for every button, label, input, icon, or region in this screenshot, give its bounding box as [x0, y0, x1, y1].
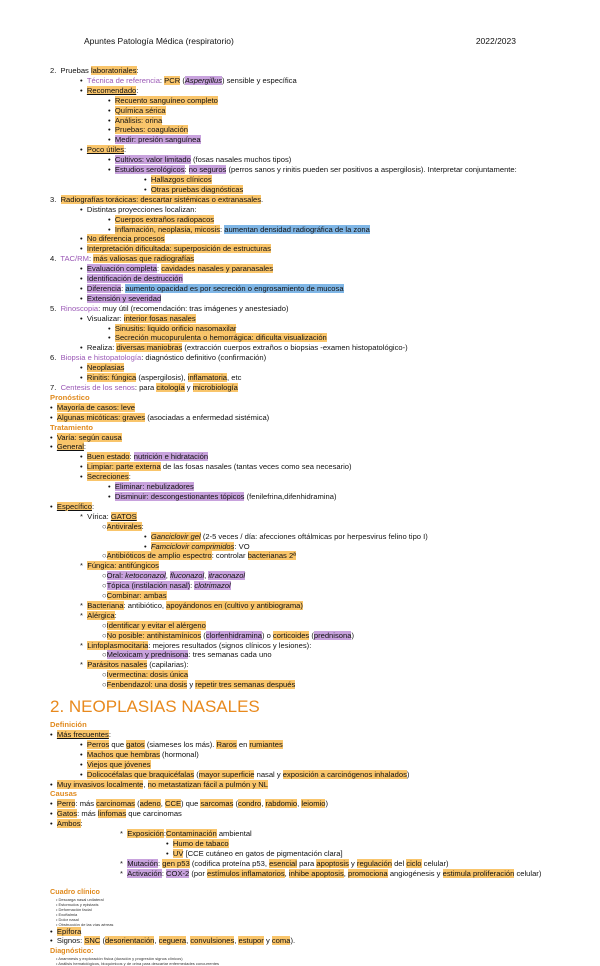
note-line: ○Antibióticos de amplio espectro: controlar bacterianas 2ª [102, 551, 296, 561]
note-line: • General: [50, 442, 87, 452]
note-line: * Exposición:Contaminación ambiental [120, 829, 252, 839]
note-line: 4. TAC/RM: más valiosas que radiografías [50, 254, 195, 264]
note-line: • Buen estado: nutrición e hidratación [80, 452, 209, 462]
note-line: ○Identificar y evitar el alérgeno [102, 620, 206, 630]
note-line: • Viejos que jóvenes [80, 759, 151, 769]
document-title: Apuntes Patología Médica (respiratorio) [84, 36, 234, 46]
note-line: ○Ivermectina: dosis única [102, 670, 189, 680]
note-line: • Específico: [50, 501, 95, 511]
note-line: • Limpiar: parte externa de las fosas nasales (tantas veces como sea necesario) [80, 462, 352, 472]
note-line: • Dolicocéfalas que braquicéfalas (mayor superficie nasal y exposición a carcinógenos inhalados) [80, 769, 410, 779]
note-line: • Cuerpos extraños radiopacos [108, 214, 215, 224]
note-line: • Análisis: orina [108, 115, 163, 125]
note-line: • No diferencia procesos [80, 234, 165, 244]
note-line: • Evaluación completa: cavidades nasales y paranasales [80, 264, 274, 274]
note-line: • Rinitis: fúngica (aspergilosis), inflamatoria, etc [80, 373, 242, 383]
note-line: * Alérgica: [80, 610, 117, 620]
note-line: ○Combinar: ambas [102, 591, 167, 601]
clinical-heading: Cuadro clínico [50, 886, 100, 896]
note-line: * Linfoplasmocitaria: mejores resultados (signos clínicos y lesiones): [80, 640, 312, 650]
note-line: • Algunas micóticas: graves (asociadas a enfermedad sistémica) [50, 412, 270, 422]
note-line: ○Oral: ketoconazol, fluconazol, itraconazol [102, 571, 246, 581]
note-line: • Mayoría de casos: leve [50, 402, 135, 412]
note-line: • Visualizar: interior fosas nasales [80, 313, 196, 323]
tiny-note-line: • Descarga nasal unilateral [56, 896, 104, 902]
note-line: • Ambos: [50, 819, 83, 829]
note-line: 5. Rinoscopia: muy útil (recomendación: tras imágenes y anestesiado) [50, 303, 289, 313]
note-line: • Signos: SNC (desorientación, ceguera, convulsiones, estupor y coma). [50, 936, 296, 946]
note-line: • Química sérica [108, 105, 166, 115]
note-line: Causas [50, 789, 78, 799]
note-line: • Cultivos: valor limitado (fosas nasales muchos tipos) [108, 155, 292, 165]
tiny-note-line: • Deformación facial [56, 906, 92, 912]
note-line: • Perro: más carcinomas (adeno, CCE) que sarcomas (condro, rabdomio, leiomio) [50, 799, 328, 809]
note-line: * Mutación: gen p53 (codifica proteína p53, esencial para apoptosis y regulación del ciclo celular) [120, 858, 449, 868]
note-line: • Secreciones: [80, 472, 131, 482]
note-line: • Estudios serológicos: no seguros (perros sanos y rinitis pueden ser positivos a aspergilosis). Interpretar conjuntamente: [108, 165, 517, 175]
note-line: • Diferencia: aumento opacidad es por secreción o engrosamiento de mucosa [80, 283, 344, 293]
note-line: • Famciclovir comprimidos: VO [144, 541, 250, 551]
document-body [50, 66, 586, 966]
note-line: • Realiza: diversas maniobras (extracción cuerpos extraños o biopsias -examen histopatológico-) [80, 343, 408, 353]
note-line: • Eliminar: nebulizadores [108, 482, 194, 492]
diagnostic-tests-section [50, 66, 586, 690]
academic-year: 2022/2023 [475, 36, 516, 46]
note-line: • Distintas proyecciones localizan: [80, 204, 197, 214]
note-line: ○No posible: antihistamínicos (clorfenhidramina) o corticoides (prednisona) [102, 630, 354, 640]
clinical-section [50, 887, 586, 966]
note-line: Pronóstico [50, 392, 90, 402]
section-title-neoplasias: 2. NEOPLASIAS NASALES [50, 697, 260, 717]
note-line: Definición [50, 720, 87, 730]
note-line: • Otras pruebas diagnósticas [144, 184, 244, 194]
tiny-note-line: • Obstrucción de las vías aéreas [56, 921, 114, 927]
note-line: * Activación: COX-2 (por estímulos inflamatorios, inhibe apoptosis, promociona angiogénesis y estimula proliferación celular) [120, 868, 542, 878]
note-line: • Técnica de referencia: PCR (Aspergillus) sensible y específica [80, 75, 297, 85]
diagnosis-list [50, 956, 586, 966]
note-line: • Ganciclovir gel (2-5 veces / día: afecciones oftálmicas por herpesvirus felino tipo I) [144, 531, 428, 541]
note-line: • Muy invasivos localmente, no metastatizan fácil a pulmón y NL [50, 779, 268, 789]
note-line: • Interpretación dificultada: superposición de estructuras [80, 244, 271, 254]
clinical-signs-list [50, 897, 586, 927]
note-line: • Epífora [50, 926, 82, 936]
neoplasias-section [50, 720, 586, 879]
note-line: • Secreción mucopurulenta o hemorrágica: dificulta visualización [108, 333, 327, 343]
note-line: 3. Radiografías torácicas: descartar sistémicas o extranasales. [50, 194, 264, 204]
note-line: • Identificación de destrucción [80, 274, 183, 284]
note-line: • Extensión y severidad [80, 293, 162, 303]
tiny-note-line: • Exoftalmia [56, 911, 78, 917]
note-line: ○Tópica (instilación nasal): clotrimazol [102, 581, 231, 591]
note-line: • Neoplasias [80, 363, 125, 373]
note-line: * Bacteriana: antibiótico, apoyándonos en (cultivo y antibiograma) [80, 600, 303, 610]
note-line: • Perros que gatos (siameses los más). Raros en rumiantes [80, 739, 283, 749]
note-line: ○Fenbendazol: una dosis y repetir tres semanas después [102, 680, 296, 690]
note-line: 6. Biopsia e histopatología: diagnóstico definitivo (confirmación) [50, 353, 267, 363]
note-line: 7. Centesis de los senos: para citología y microbiología [50, 383, 238, 392]
note-line: • Varía: según causa [50, 432, 122, 442]
diagnosis-heading: Diagnóstico: [50, 946, 94, 956]
note-line: • Más frecuentes: [50, 730, 111, 739]
note-line: 2. Pruebas laboratoriales: [50, 66, 139, 75]
tiny-note-line: • Estornudos y epistaxis [56, 901, 99, 907]
note-line: ○Meloxicam y prednisona: tres semanas cada uno [102, 650, 272, 660]
note-line: * Parásitos nasales (capilarias): [80, 660, 189, 670]
page-header [84, 36, 516, 48]
note-line: Tratamiento [50, 422, 94, 432]
note-line: • Pruebas: coagulación [108, 125, 188, 135]
tiny-note-line: • Dolor nasal [56, 916, 79, 922]
note-line: • Recomendado: [80, 85, 139, 95]
tiny-note-line: • Anamnesis y exploración física (duración y progresión signos clínicos) [56, 956, 183, 962]
note-line: • Hallazgos clínicos [144, 174, 212, 184]
note-line: • Machos que hembras (hormonal) [80, 749, 199, 759]
note-line: • Inflamación, neoplasia, micosis: aumentan densidad radiográfica de la zona [108, 224, 370, 234]
note-line: • Poco útiles: [80, 145, 127, 155]
note-line: * Vírica: GATOS [80, 511, 137, 521]
clinical-signs-extra [50, 927, 586, 947]
note-line: ○Antivirales: [102, 521, 144, 531]
note-line: • Medir: presión sanguínea [108, 135, 201, 145]
note-line: • Recuento sanguíneo completo [108, 95, 218, 105]
tiny-note-line: • Análisis hematológicos, bioquímicos y de orina para descartar enfermedades concurrentes [56, 961, 220, 966]
note-line: • Sinusitis: liquido orificio nasomaxilar [108, 323, 237, 333]
note-line: • UV [CCE cutáneo en gatos de pigmentación clara] [166, 848, 343, 858]
note-line: • Disminuir: descongestionantes tópicos (fenilefrina,difenhidramina) [108, 491, 337, 501]
note-line: • Gatos: más linfomas que carcinomas [50, 809, 182, 819]
note-line: * Fúngica: antifúngicos [80, 561, 159, 571]
note-line: • Humo de tabaco [166, 838, 229, 848]
